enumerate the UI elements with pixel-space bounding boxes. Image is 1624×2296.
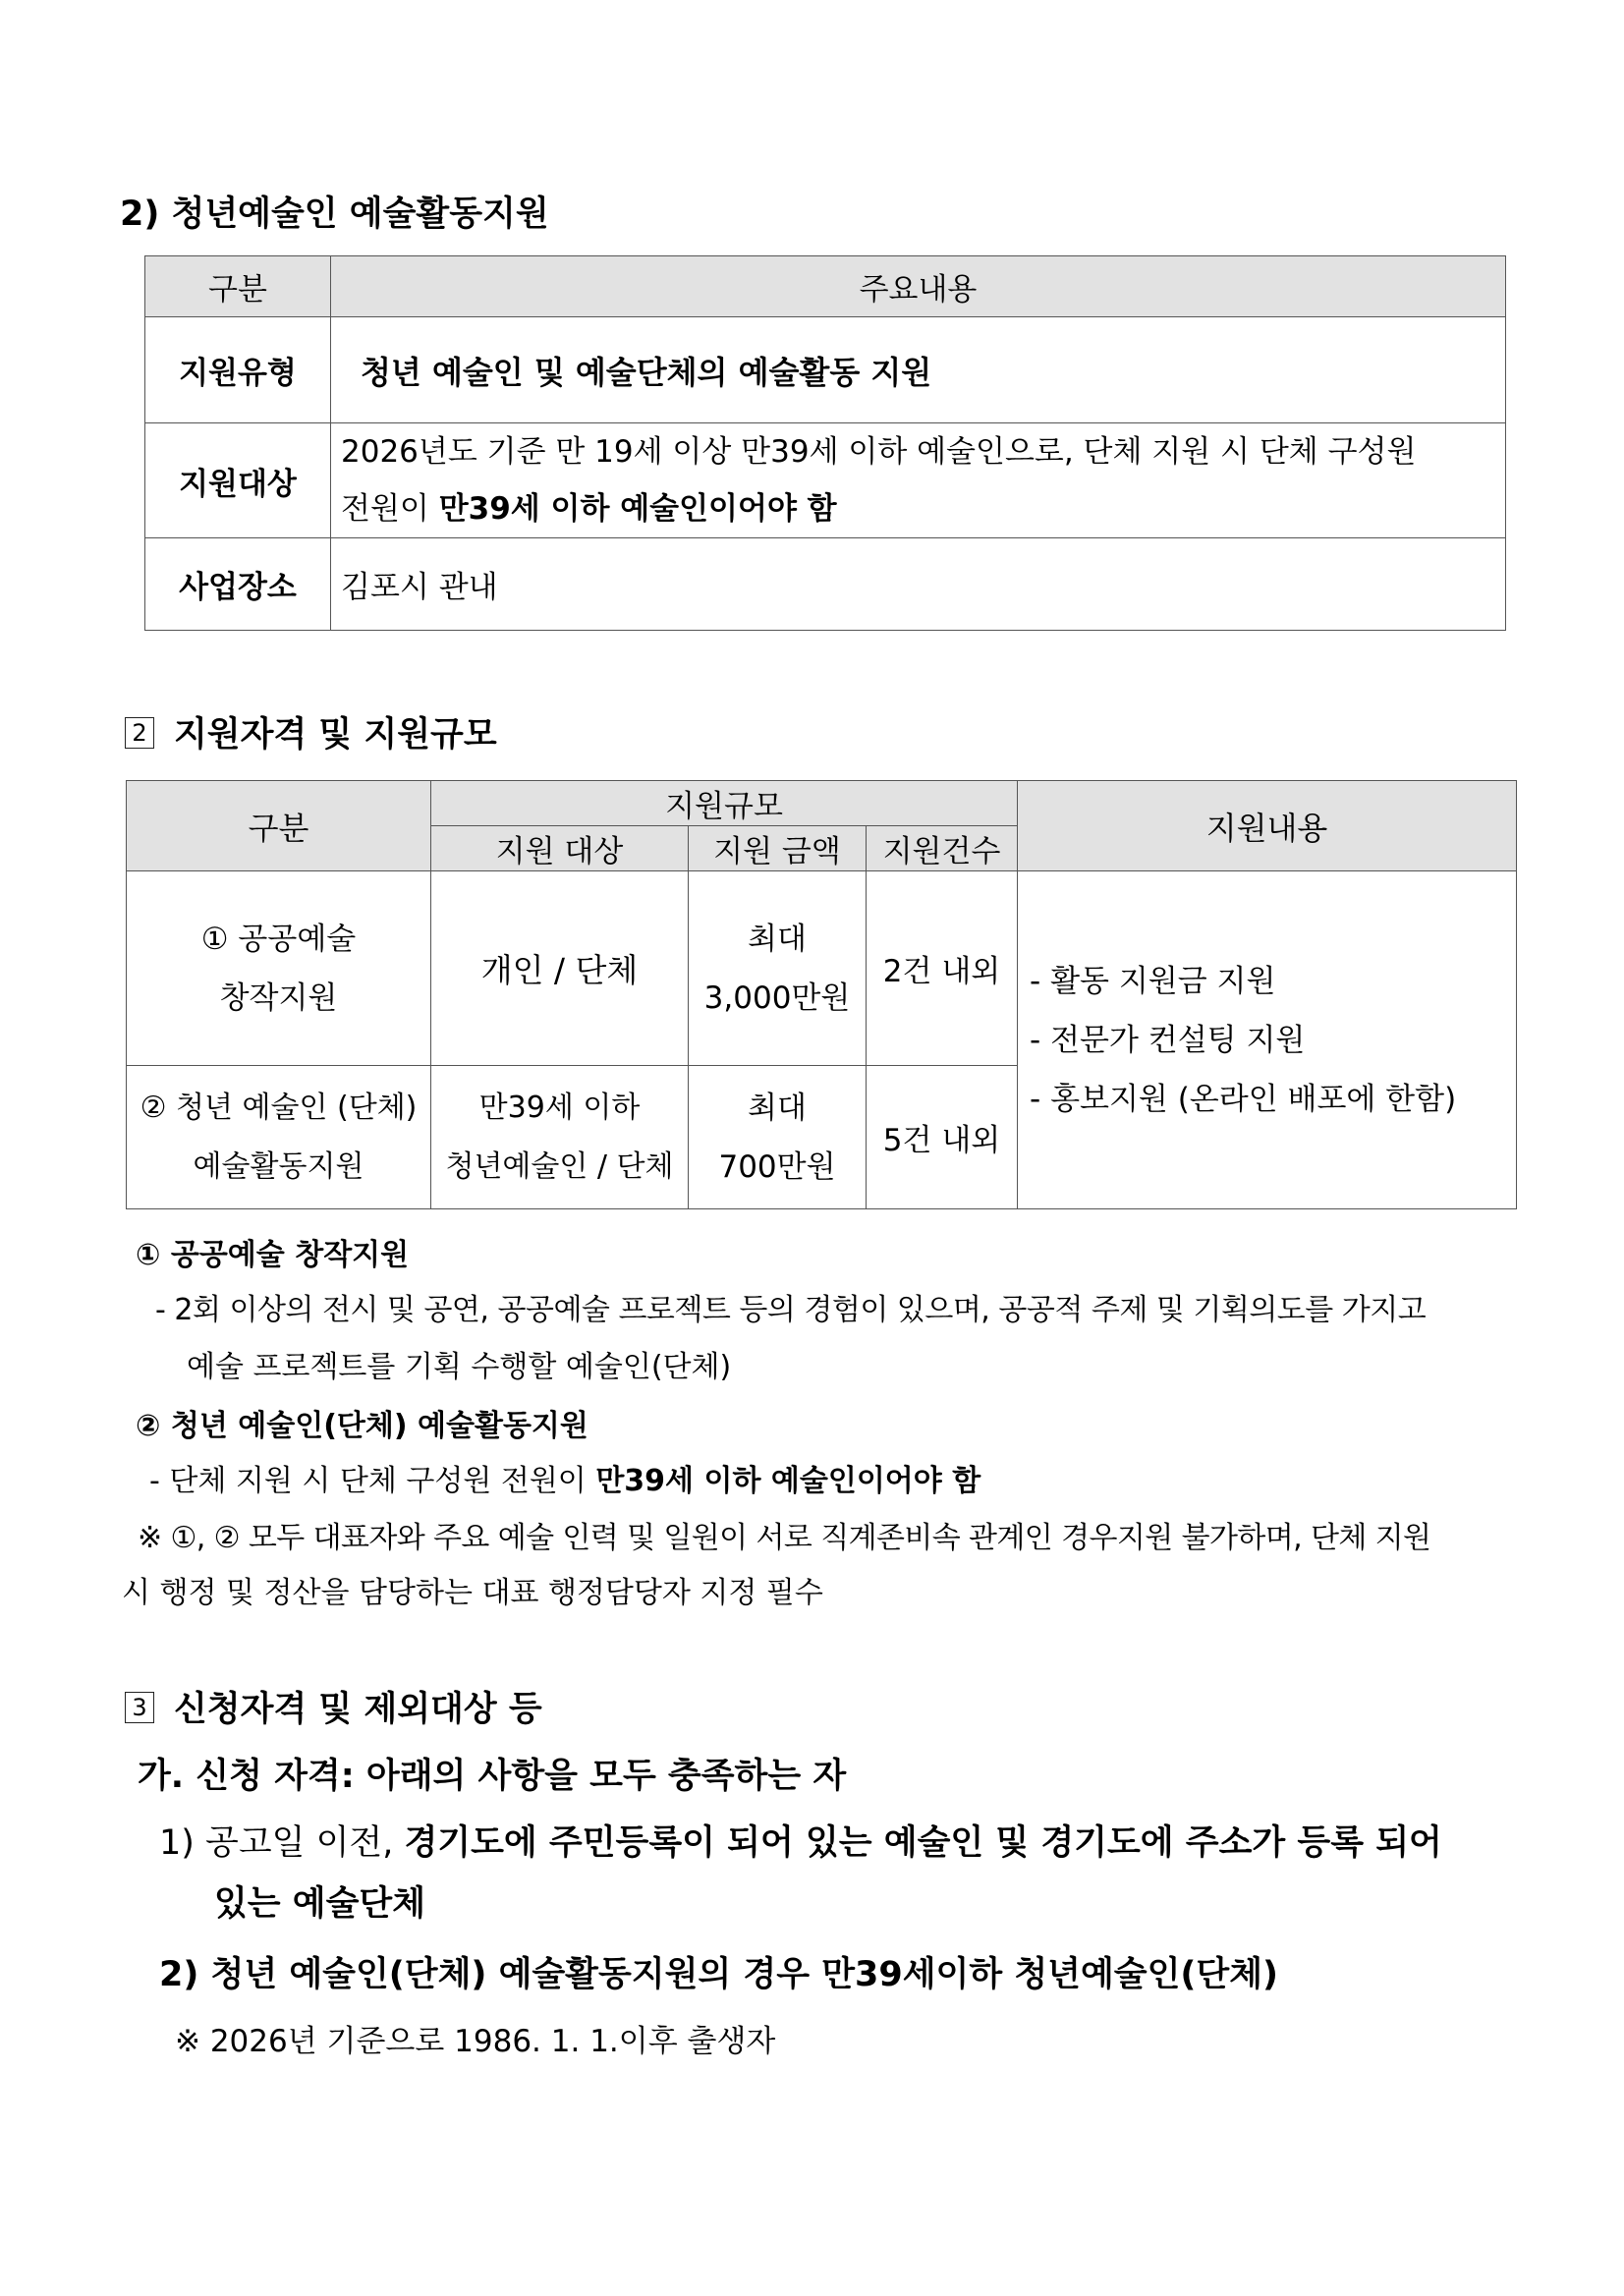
section-number-box: 3 [125,1692,154,1723]
row-label-type: 지원유형 [145,317,331,423]
item1-plain: 1) 공고일 이전, [159,1823,405,1863]
note3-line2: 시 행정 및 정산을 담당하는 대표 행정담당자 지정 필수 [122,1576,823,1610]
table-header-row [145,256,1506,317]
row1-category-line1: ① 공공예술 [200,921,357,957]
item1-bold: 경기도에 주민등록이 되어 있는 예술인 및 경기도에 주소가 등록 되어 [404,1823,1442,1863]
section2-heading [125,707,497,756]
row2-target-line2: 청년예술인 / 단체 [445,1148,674,1184]
header-category: 구분 [145,256,331,317]
section-number-box: 2 [125,717,154,749]
row-label-place: 사업장소 [145,538,331,631]
note2-line-bold: 만39세 이하 예술인이어야 함 [595,1464,981,1498]
note2-title: ② 청년 예술인(단체) 예술활동지원 [136,1409,588,1443]
note1-line2: 예술 프로젝트를 기획 수행할 예술인(단체) [187,1350,732,1384]
row-content-place: 김포시 관내 [331,538,1506,631]
table-row [145,538,1506,631]
support-content-cell [1018,871,1517,1209]
row2-category [127,1066,431,1209]
row1-amount [689,871,867,1066]
row-label-target: 지원대상 [145,423,331,538]
table-row [127,871,1517,1066]
row2-category-line2: 예술활동지원 [193,1148,364,1184]
row1-category [127,871,431,1066]
note3-line1: ※ ①, ② 모두 대표자와 주요 예술 인력 및 일원이 서로 직계존비속 관계인 경우지원 불가하며, 단체 지원 [138,1521,1431,1555]
row2-target-line1: 만39세 이하 [478,1090,641,1125]
section3-item2: 2) 청년 예술인(단체) 예술활동지원의 경우 만39세이하 청년예술인(단체) [159,1955,1279,1994]
section1-table [144,255,1506,631]
target-line2-plain: 전원이 [341,491,439,527]
note1-line1: - 2회 이상의 전시 및 공연, 공공예술 프로젝트 등의 경험이 있으며, 공공적 주제 및 기획의도를 가지고 [155,1293,1427,1327]
header-amount: 지원 금액 [689,826,867,871]
row1-count: 2건 내외 [867,871,1018,1066]
row1-category-line2: 창작지원 [219,980,338,1016]
section3-item1-cont: 있는 예술단체 [214,1884,426,1924]
header-scale: 지원규모 [431,781,1018,826]
header-count: 지원건수 [867,826,1018,871]
header-content: 지원내용 [1018,781,1517,871]
section3-item1 [159,1816,1442,1865]
section1-title: 2) 청년예술인 예술활동지원 [120,195,549,234]
row-content-type: 청년 예술인 및 예술단체의 예술활동 지원 [331,317,1506,423]
target-line2-bold: 만39세 이하 예술인이어야 함 [438,491,837,527]
header-category: 구분 [127,781,431,871]
row2-category-line1: ② 청년 예술인 (단체) [140,1090,418,1125]
table-row [145,423,1506,538]
note2-line-plain: - 단체 지원 시 단체 구성원 전원이 [149,1464,596,1498]
content-item: - 전문가 컨설팅 지원 [1030,1022,1306,1058]
target-line2 [341,480,1495,537]
table-header-row [127,781,1517,826]
row2-target [431,1066,689,1209]
table-row [145,317,1506,423]
section3-sub-a: 가. 신청 자격: 아래의 사항을 모두 충족하는 자 [138,1757,847,1796]
header-main-content: 주요내용 [331,256,1506,317]
row2-amount-line1: 최대 [748,1090,807,1126]
section3-heading [125,1682,542,1731]
section2-table [126,780,1517,1209]
row1-target: 개인 / 단체 [431,871,689,1066]
row2-amount [689,1066,867,1209]
row2-amount-line2: 700만원 [718,1148,836,1185]
header-target: 지원 대상 [431,826,689,871]
section3-item2-note: ※ 2026년 기준으로 1986. 1. 1.이후 출생자 [175,2024,776,2059]
section2-title: 지원자격 및 지원규모 [174,715,497,755]
row1-amount-line2: 3,000만원 [703,980,851,1016]
row1-amount-line1: 최대 [748,921,807,957]
content-item: - 홍보지원 (온라인 배포에 한함) [1030,1081,1457,1117]
target-line1: 2026년도 기준 만 19세 이상 만39세 이하 예술인으로, 단체 지원 시 단체 구성원 [341,434,1417,470]
note1-title: ① 공공예술 창작지원 [136,1238,410,1272]
section3-title: 신청자격 및 제외대상 등 [174,1690,542,1729]
content-item: - 활동 지원금 지원 [1030,963,1276,999]
row-content-target [331,423,1506,538]
row2-count: 5건 내외 [867,1066,1018,1209]
note2-line [149,1456,980,1499]
